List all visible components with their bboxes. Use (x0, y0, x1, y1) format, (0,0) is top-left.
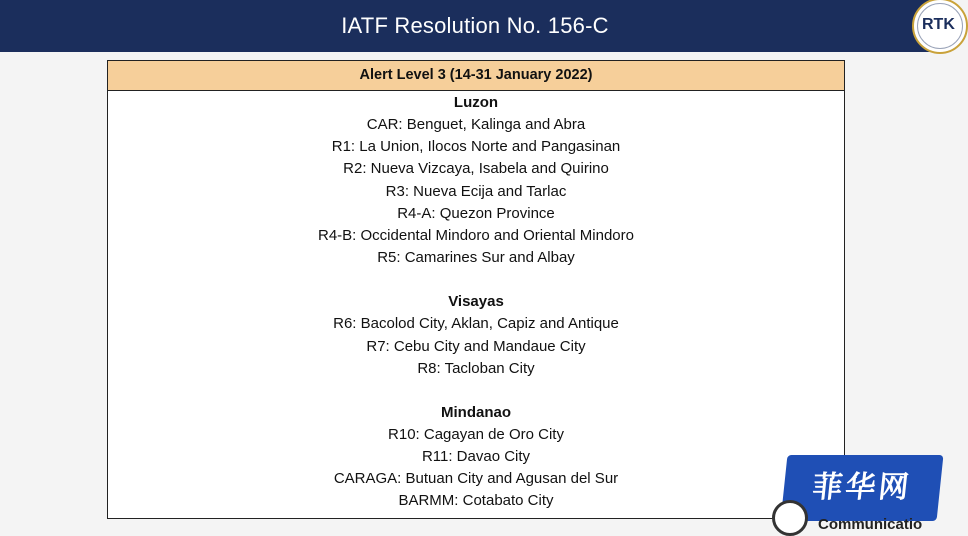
list-item: R11: Davao City (421, 448, 531, 466)
list-item: R1: La Union, Ilocos Norte and Pangasinan (331, 138, 621, 156)
section-spacer (108, 269, 844, 291)
list-item: CARAGA: Butuan City and Agusan del Sur (333, 470, 619, 488)
section-spacer (108, 380, 844, 402)
list-item: R8: Tacloban City (417, 359, 535, 377)
list-item: CAR: Benguet, Kalinga and Abra (366, 116, 586, 133)
list-item: R5: Camarines Sur and Albay (377, 249, 575, 267)
list-item: R3: Nueva Ecija and Tarlac (385, 182, 567, 200)
table-heading: Alert Level 3 (14-31 January 2022) (108, 61, 844, 91)
list-item: R6: Bacolod City, Aklan, Capiz and Antique (333, 315, 619, 333)
slide-title: IATF Resolution No. 156-C (341, 13, 609, 38)
list-item: R7: Cebu City and Mandaue City (366, 337, 586, 355)
communications-label: Communicatio (818, 516, 923, 533)
header-bar (0, 0, 955, 52)
agency-seal-icon (912, 0, 968, 54)
table-content (108, 92, 844, 513)
section-title-visayas: Visayas (448, 293, 504, 311)
list-item: R4-B: Occidental Mindoro and Oriental Mindoro (318, 226, 634, 244)
list-item: R2: Nueva Vizcaya, Isabela and Quirino (343, 160, 609, 178)
communications-logo-icon (772, 500, 808, 536)
list-item: R10: Cagayan de Oro City (388, 425, 564, 443)
list-item: R4-A: Quezon Province (397, 204, 555, 222)
watermark-text: 菲华网 (810, 470, 914, 505)
section-title-luzon: Luzon (453, 94, 499, 111)
alert-level-table (107, 60, 845, 519)
section-title-mindanao: Mindanao (441, 403, 511, 421)
list-item: BARMM: Cotabato City (398, 492, 554, 510)
seal-text: RTK (922, 16, 955, 33)
